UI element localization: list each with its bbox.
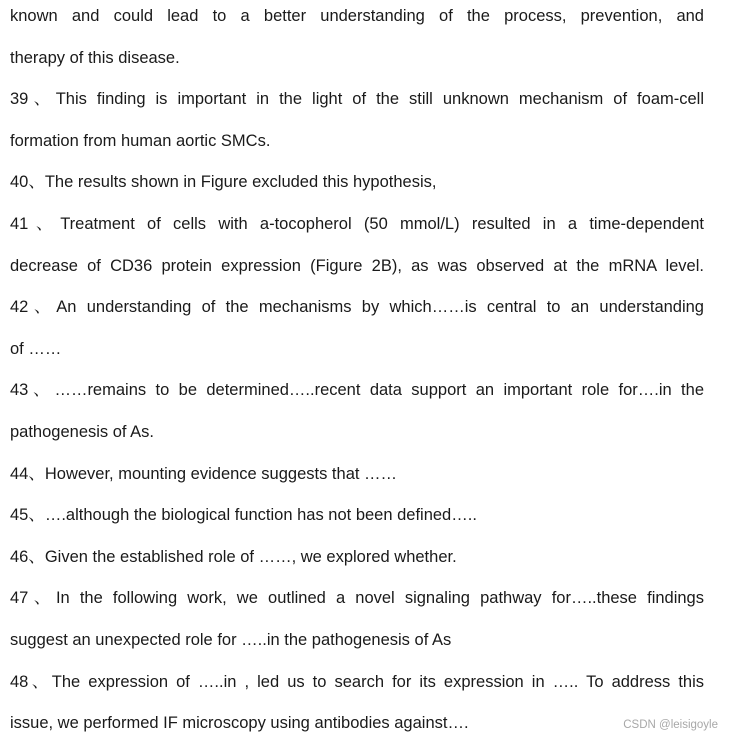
- document-body: [10, 3, 704, 752]
- item-42-line-2: of ……: [10, 339, 62, 358]
- item-41-line-2: decrease of CD36 protein expression (Figure 2B), as was observed at the mRNA level.: [10, 256, 704, 275]
- item-44: 44、However, mounting evidence suggests that ……: [10, 464, 398, 483]
- text-line-1: known and could lead to a better understanding of the process, prevention, and: [10, 7, 704, 25]
- item-41-line-1: 41、Treatment of cells with a-tocopherol (50 mmol/L) resulted in a time-dependent: [10, 214, 704, 233]
- item-47-line-1: 47、In the following work, we outlined a novel signaling pathway for…..these findings: [10, 589, 704, 608]
- item-40: 40、The results shown in Figure excluded this hypothesis,: [10, 173, 437, 192]
- item-42-line-1: 42、An understanding of the mechanisms by which……is central to an understanding: [10, 298, 704, 317]
- item-39-line-2: formation from human aortic SMCs.: [10, 131, 271, 150]
- text-line-2: therapy of this disease.: [10, 48, 180, 67]
- item-47-line-2: suggest an unexpected role for …..in the pathogenesis of As: [10, 630, 452, 649]
- item-43-line-1: 43、……remains to be determined…..recent data support an important role for….in the: [10, 381, 704, 400]
- item-39-line-1: 39、This finding is important in the light of the still unknown mechanism of foam-cell: [10, 90, 704, 109]
- item-48-line-2: issue, we performed IF microscopy using antibodies against….: [10, 714, 469, 733]
- item-43-line-2: pathogenesis of As.: [10, 422, 155, 441]
- item-46: 46、Given the established role of ……, we explored whether.: [10, 547, 457, 566]
- item-48-line-1: 48、The expression of …..in , led us to search for its expression in ….. To address this: [10, 672, 704, 691]
- watermark-text: CSDN @leisigoyle: [623, 719, 718, 731]
- item-45: 45、….although the biological function has not been defined…..: [10, 506, 477, 525]
